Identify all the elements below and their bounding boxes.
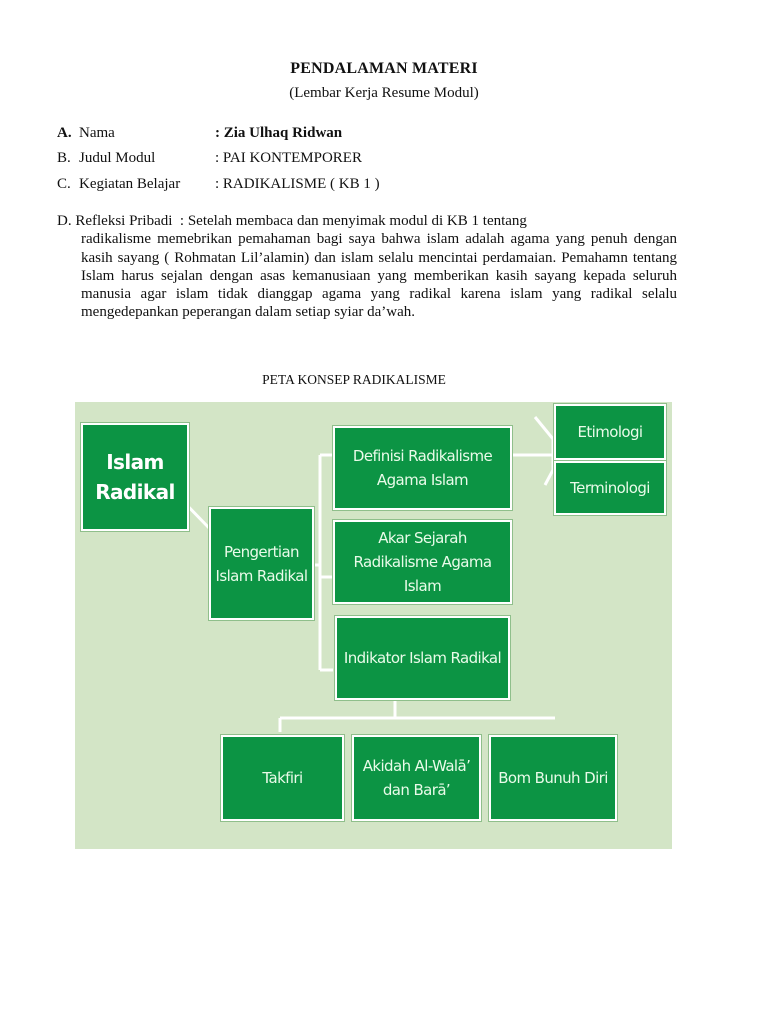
concept-map [75, 402, 672, 849]
node-definisi-radikalisme: Definisi Radikalisme Agama Islam [333, 426, 512, 510]
field-label: Kegiatan Belajar [79, 176, 181, 192]
connector-line [535, 417, 553, 439]
page-subtitle: (Lembar Kerja Resume Modul) [289, 85, 479, 101]
reflection-label: Refleksi Pribadi [75, 213, 173, 229]
node-terminologi: Terminologi [554, 461, 666, 515]
field-letter: B. [57, 150, 71, 166]
node-pengertian-islam-radikal: Pengertian Islam Radikal [209, 507, 314, 620]
field-label: Judul Modul [79, 150, 156, 166]
field-value: : PAI KONTEMPORER [215, 150, 362, 166]
concept-map-title: PETA KONSEP RADIKALISME [262, 372, 446, 387]
node-akar-sejarah: Akar Sejarah Radikalisme Agama Islam [333, 520, 512, 604]
reflection-section [57, 212, 677, 322]
node-etimologi: Etimologi [554, 404, 666, 460]
field-value: : RADIKALISME ( KB 1 ) [215, 176, 380, 192]
node-islam-radikal: Islam Radikal [81, 423, 189, 531]
field-value: : Zia Ulhaq Ridwan [215, 125, 343, 141]
node-bom-bunuh-diri: Bom Bunuh Diri [489, 735, 617, 821]
reflection-letter: D. [57, 213, 72, 229]
field-letter: A. [57, 125, 72, 141]
reflection-first-line: : Setelah membaca dan menyimak modul di KB 1 tentang [179, 213, 527, 229]
node-takfiri: Takfiri [221, 735, 344, 821]
field-kegiatan-belajar [57, 176, 380, 193]
page-title: PENDALAMAN MATERI [290, 60, 478, 77]
node-akidah-al-wala: Akidah Al-Walā’ dan Barā’ [352, 735, 481, 821]
node-indikator-islam-radikal: Indikator Islam Radikal [335, 616, 510, 700]
field-judul-modul [57, 150, 362, 167]
field-nama [57, 125, 342, 142]
reflection-body: radikalisme memebrikan pemahaman bagi saya bahwa islam adalah agama yang penuh dengan kasih sayang ( Rohmatan Lil’alamin) dan islam selalu mencintai perdamaian. Pemahamn tentang Islam harus sejalan dengan asas kemanusiaan yang memberikan kasih sayang kepada seluruh manusia agar islam tidak dianggap agama yang radikal karena islam yang radikal selalu mengedepankan peperangan dalam setiap syiar da’wah. [81, 231, 677, 321]
connector-line [545, 470, 553, 485]
field-label: Nama [79, 125, 115, 141]
field-letter: C. [57, 176, 71, 192]
